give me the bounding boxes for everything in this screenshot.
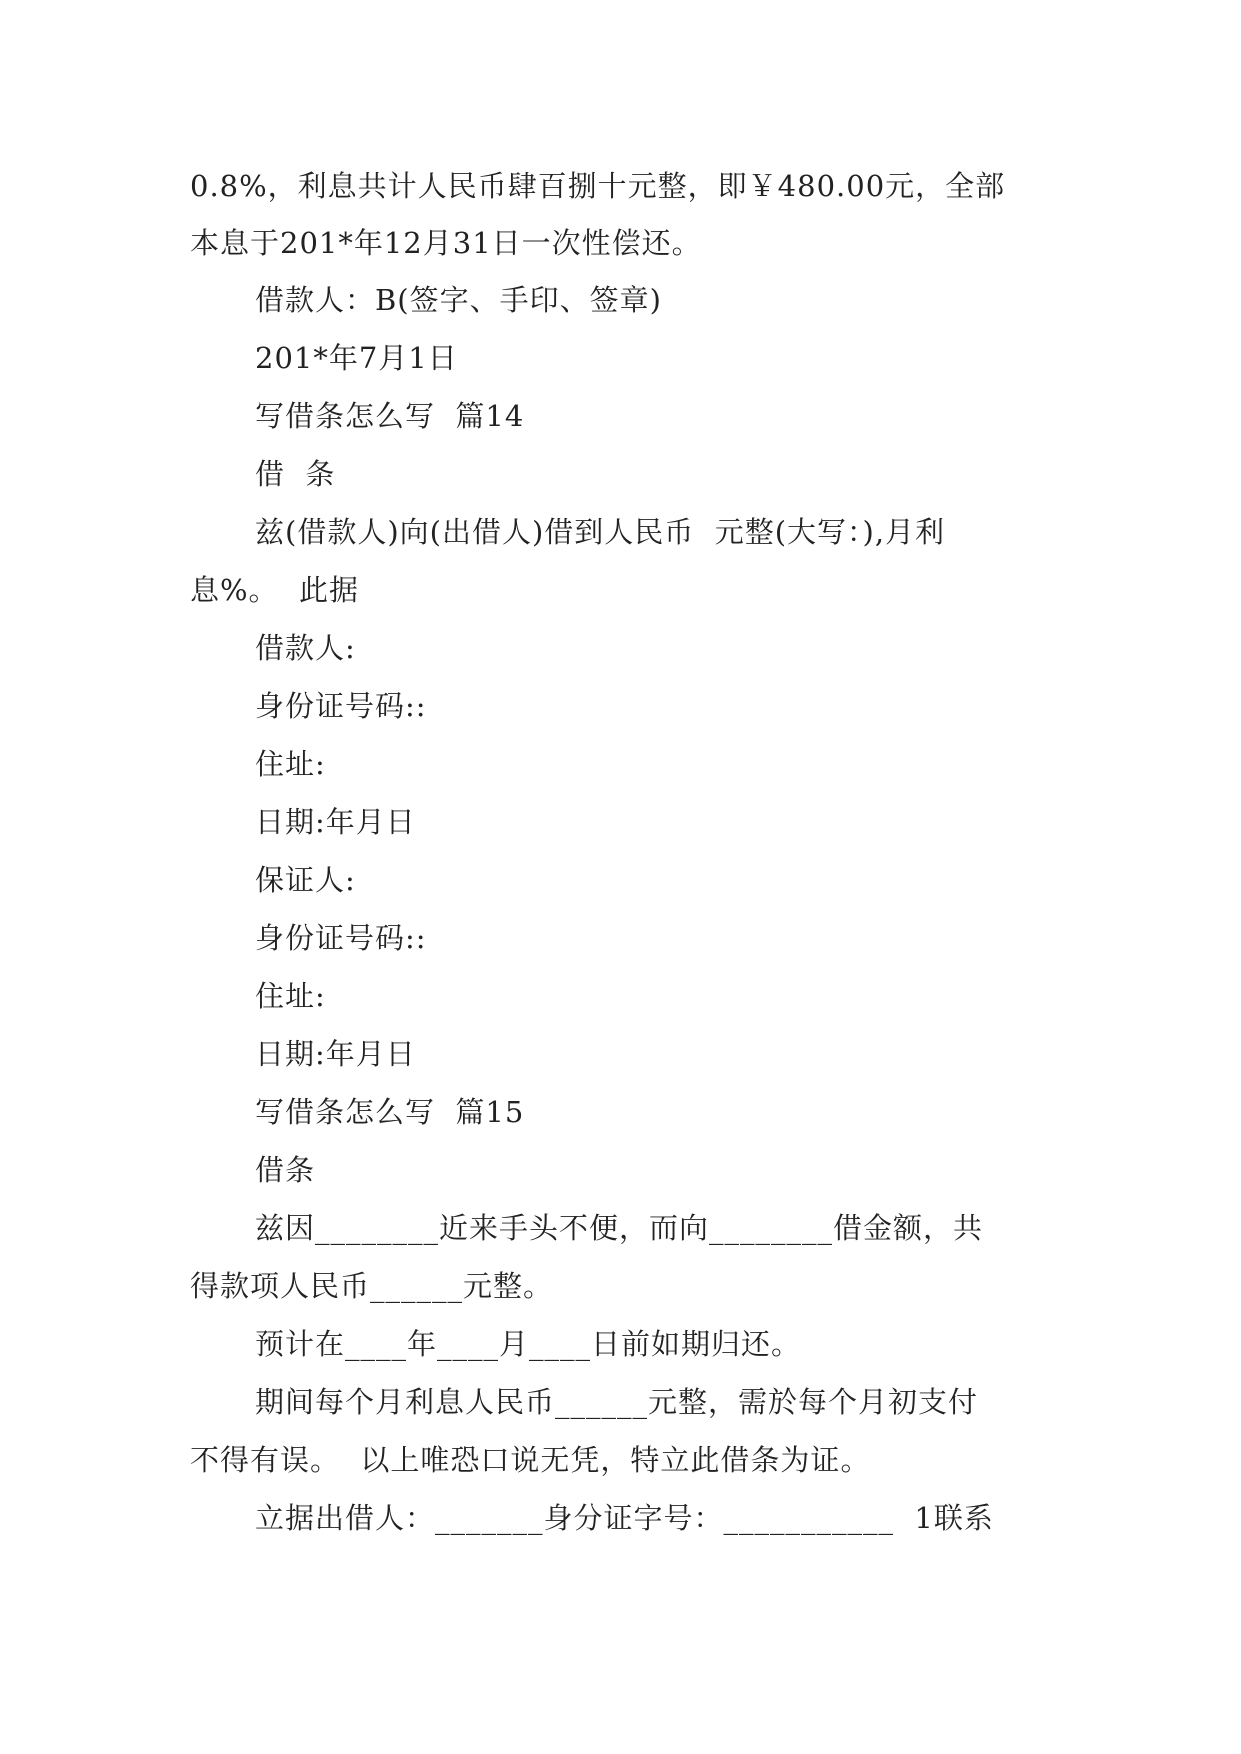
paragraph-line: 201*年7月1日 [255, 341, 458, 375]
form-field-line: 日期:年月日 [255, 1037, 416, 1071]
form-field-line: 借款人: [255, 631, 356, 665]
paragraph-line: 息%。 此据 [190, 573, 359, 607]
section-heading: 写借条怎么写 篇15 [255, 1095, 525, 1129]
form-field-line: 日期:年月日 [255, 805, 416, 839]
paragraph-line: 期间每个月利息人民币______元整，需於每个月初支付 [255, 1385, 979, 1419]
section-title: 借条 [255, 1153, 316, 1187]
form-field-line: 保证人: [255, 863, 356, 897]
form-field-line: 住址: [255, 747, 326, 781]
paragraph-line: 本息于201*年12月31日一次性偿还。 [190, 226, 702, 260]
paragraph-line: 兹(借款人)向(出借人)借到人民币 元整(大写：),月利 [255, 515, 946, 549]
paragraph-line: 兹因________近来手头不便，而向________借金额，共 [255, 1211, 984, 1245]
paragraph-line: 不得有误。 以上唯恐口说无凭，特立此借条为证。 [190, 1443, 871, 1477]
paragraph-line: 得款项人民币______元整。 [190, 1269, 554, 1303]
paragraph-line: 预计在____年____月____日前如期归还。 [255, 1327, 802, 1361]
form-field-line: 身份证号码:: [255, 689, 427, 723]
paragraph-line: 0.8%，利息共计人民币肆百捌十元整，即￥480.00元，全部 [190, 169, 1006, 203]
form-field-line: 身份证号码:: [255, 921, 427, 955]
paragraph-line: 借款人：B(签字、手印、签章) [255, 283, 662, 317]
paragraph-line: 立据出借人：_______身分证字号：___________ 1联系 [255, 1501, 994, 1535]
section-title: 借 条 [255, 457, 336, 491]
form-field-line: 住址: [255, 979, 326, 1013]
section-heading: 写借条怎么写 篇14 [255, 399, 525, 433]
